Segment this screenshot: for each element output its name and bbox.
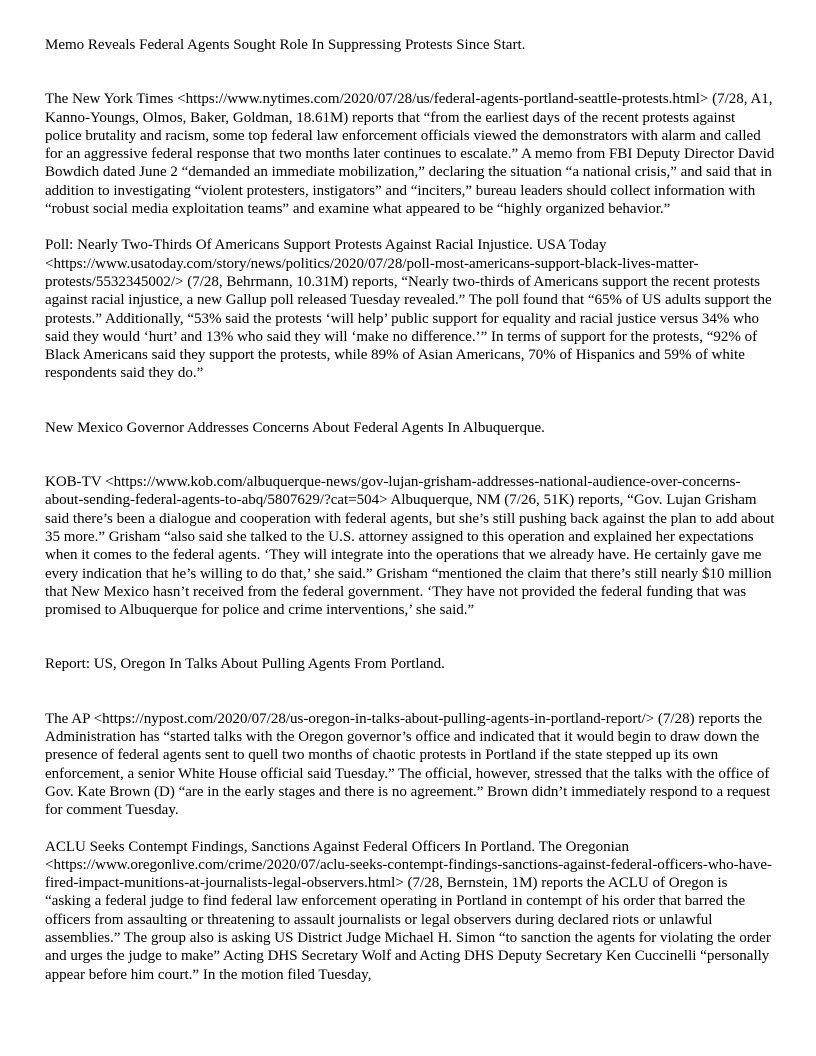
spacer bbox=[45, 619, 775, 655]
spacer bbox=[45, 54, 775, 90]
paragraph-nyt-report: The New York Times <https://www.nytimes.com/2020/07/28/us/federal-agents-portland-seattle-protests.html> (7/28, A1, Kanno-Youngs, Olmos, Baker, Goldman, 18.61M) reports that “from the earliest days of the recent protests against police brutality and racism, some top federal law enforcement officials viewed the demonstrators with alarm and called for an aggressive federal response that two months later continues to escalate.” A memo from FBI Deputy Director David Bowdich dated June 2 “demanded an immediate mobilization,” declaring the situation “a national crisis,” and said that in addition to investigating “violent protesters, instigators” and “inciters,” bureau leaders should collect information with “robust social media exploitation teams” and examine what appeared to be “highly organized behavior.” bbox=[45, 91, 775, 218]
spacer bbox=[45, 820, 775, 838]
spacer bbox=[45, 383, 775, 419]
spacer bbox=[45, 218, 775, 236]
headline-federal-agents-memo: Memo Reveals Federal Agents Sought Role In Suppressing Protests Since Start. bbox=[45, 37, 526, 53]
paragraph-usa-today-poll: Poll: Nearly Two-Thirds Of Americans Support Protests Against Racial Injustice. USA Today <https://www.usatoday.com/story/news/politics/2020/07/28/poll-most-americans-support-black-lives-matter-protests/5532345002/> (7/28, Behrmann, 10.31M) reports, “Nearly two-thirds of Americans support the recent protests against racial injustice, a new Gallup poll released Tuesday revealed.” The poll found that “65% of US adults support the protests.” Additionally, “53% said the protests ‘will help’ public support for equality and racial justice versus 34% who said they would ‘hurt’ and 13% who said they will ‘make no difference.’” In terms of support for the protests, “92% of Black Americans said they support the protests, while 89% of Asian Americans, 70% of Hispanics and 59% of white respondents said they do.” bbox=[45, 237, 772, 382]
paragraph-aclu-oregonian: ACLU Seeks Contempt Findings, Sanctions Against Federal Officers In Portland. The Oregonian <https://www.oregonlive.com/crime/2020/07/aclu-seeks-contempt-findings-sanctions-against-federal-officers-who-have-fired-impact-munitions-at-journalists-legal-observers.html> (7/28, Bernstein, 1M) reports the ACLU of Oregon is “asking a federal judge to find federal law enforcement operating in Portland in contempt of his order that barred the officers from assaulting or threatening to assault journalists or legal observers during declared riots or unlawful assemblies.” The group also is asking US District Judge Michael H. Simon “to sanction the agents for violating the order and urges the judge to make” Acting DHS Secretary Wolf and Acting DHS Deputy Secretary Ken Cuccinelli “personally appear before him court.” In the motion filed Tuesday, bbox=[45, 838, 772, 983]
document-page bbox=[45, 36, 775, 984]
spacer bbox=[45, 437, 775, 473]
spacer bbox=[45, 674, 775, 710]
paragraph-ap-report: The AP <https://nypost.com/2020/07/28/us-oregon-in-talks-about-pulling-agents-in-portland-report/> (7/28) reports the Administration has “started talks with the Oregon governor’s office and indicated that it would begin to draw down the presence of federal agents sent to quell two months of chaotic protests in Portland if the state stepped up its own enforcement, a senior White House official said Tuesday.” The official, however, stressed that the talks with the office of Gov. Kate Brown (D) “are in the early stages and there is no agreement.” Brown didn’t immediately respond to a request for comment Tuesday. bbox=[45, 710, 771, 819]
paragraph-kob-tv-report: KOB-TV <https://www.kob.com/albuquerque-news/gov-lujan-grisham-addresses-national-audience-over-concerns-about-sending-federal-agents-to-abq/5807629/?cat=504> Albuquerque, NM (7/26, 51K) reports, “Gov. Lujan Grisham said there’s been a dialogue and cooperation with federal agents, but she’s still pushing back against the plan to add about 35 more.” Grisham “also said she talked to the U.S. attorney assigned to this operation and explained her expectations when it comes to the federal agents. ‘They will integrate into the operations that we already have. He certainly gave me every indication that he’s willing to do that,’ she said.” Grisham “mentioned the claim that there’s still nearly $10 million that New Mexico hasn’t received from the federal government. ‘They have not provided the federal funding that was promised to Albuquerque for police and crime interventions,’ she said.” bbox=[45, 474, 775, 619]
headline-new-mexico-governor: New Mexico Governor Addresses Concerns About Federal Agents In Albuquerque. bbox=[45, 419, 545, 436]
headline-oregon-talks: Report: US, Oregon In Talks About Pulling Agents From Portland. bbox=[45, 656, 445, 673]
